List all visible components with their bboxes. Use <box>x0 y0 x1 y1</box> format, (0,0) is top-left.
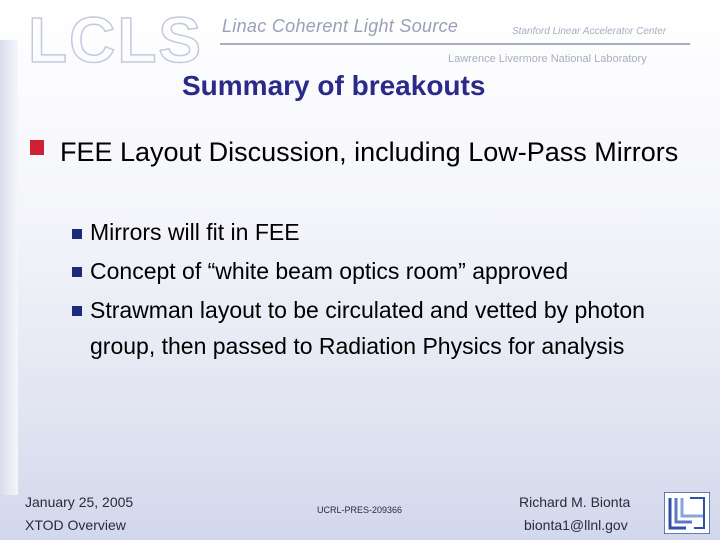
footer-email: bionta1@llnl.gov <box>524 517 628 533</box>
lcls-logo <box>0 0 220 70</box>
footer-event: XTOD Overview <box>25 517 126 533</box>
sub-bullet-icon <box>72 229 82 239</box>
header-title: Linac Coherent Light Source <box>222 16 459 36</box>
llnl-logo-icon <box>664 492 710 534</box>
slide-title: Summary of breakouts <box>182 70 486 101</box>
header-org: Stanford Linear Accelerator Center <box>512 26 667 37</box>
footer-date: January 25, 2005 <box>25 494 134 510</box>
sub-bullet-1: Mirrors will fit in FEE <box>90 219 300 245</box>
header-divider <box>220 43 690 45</box>
sub-bullet-icon <box>72 306 82 316</box>
main-bullet-icon <box>30 140 44 155</box>
footer-doc-id: UCRL-PRES-209366 <box>317 505 403 515</box>
sub-bullet-icon <box>72 267 82 277</box>
main-bullet-text: FEE Layout Discussion, including Low-Pass Mirrors <box>60 137 679 167</box>
sub-bullet-2: Concept of “white beam optics room” approved <box>90 258 569 284</box>
header-sub-org: Lawrence Livermore National Laboratory <box>448 53 647 65</box>
footer-author: Richard M. Bionta <box>519 494 631 510</box>
lcls-logo-text: LCLS <box>28 4 204 70</box>
left-decorative-band <box>0 40 18 495</box>
sub-bullet-3: Strawman layout to be circulated and vetted by photon group, then passed to Radiation Physics for analysis <box>90 297 645 359</box>
